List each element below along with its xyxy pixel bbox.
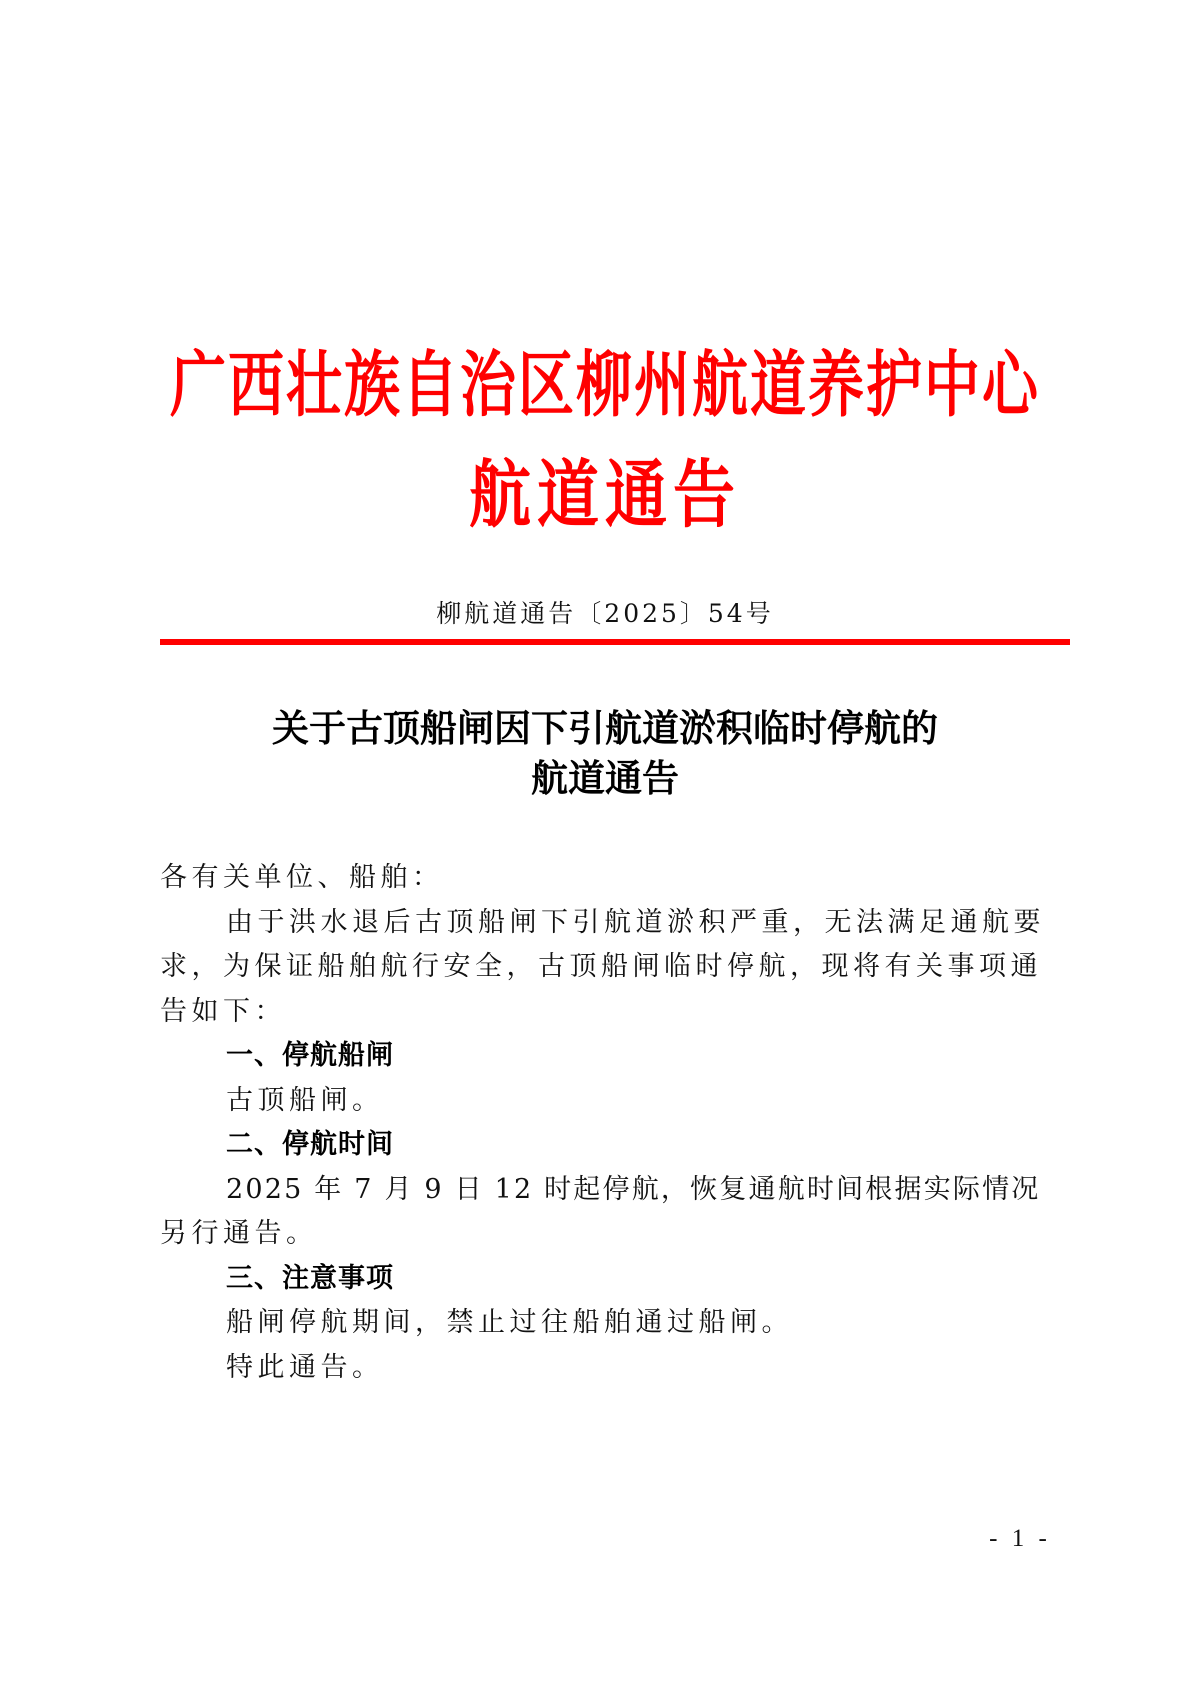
intro-line-1: 由于洪水退后古顶船闸下引航道淤积严重，无法满足通航要: [226, 906, 1045, 938]
intro-line-3: 告如下：: [160, 995, 286, 1027]
masthead-document-type: 航道通告: [468, 451, 741, 538]
page-number: - 1 -: [989, 1525, 1051, 1552]
section-2-text-line-1: 2025 年 7 月 9 日 12 时起停航，恢复通航时间根据实际情况: [226, 1173, 1041, 1205]
salutation: 各有关单位、船舶：: [160, 862, 444, 893]
section-heading-suspension-time: 二、停航时间: [226, 1129, 394, 1160]
closing-statement: 特此通告。: [226, 1351, 384, 1383]
masthead-organization: 广西壮族自治区柳州航道养护中心: [170, 342, 1040, 428]
section-3-text: 船闸停航期间，禁止过往船舶通过船闸。: [226, 1307, 793, 1338]
notice-title-line-1: 关于古顶船闸因下引航道淤积临时停航的: [272, 706, 938, 750]
section-1-text: 古顶船闸。: [226, 1084, 384, 1116]
red-divider-rule: [160, 639, 1070, 645]
notice-title-line-2: 航道通告: [531, 756, 679, 800]
section-heading-suspended-lock: 一、停航船闸: [226, 1040, 394, 1071]
section-heading-notes: 三、注意事项: [226, 1262, 394, 1294]
intro-line-2: 求，为保证船舶航行安全，古顶船闸临时停航，现将有关事项通: [160, 951, 1042, 982]
document-number: 柳航道通告〔2025〕54号: [436, 599, 774, 628]
section-2-text-line-2: 另行通告。: [160, 1218, 318, 1249]
